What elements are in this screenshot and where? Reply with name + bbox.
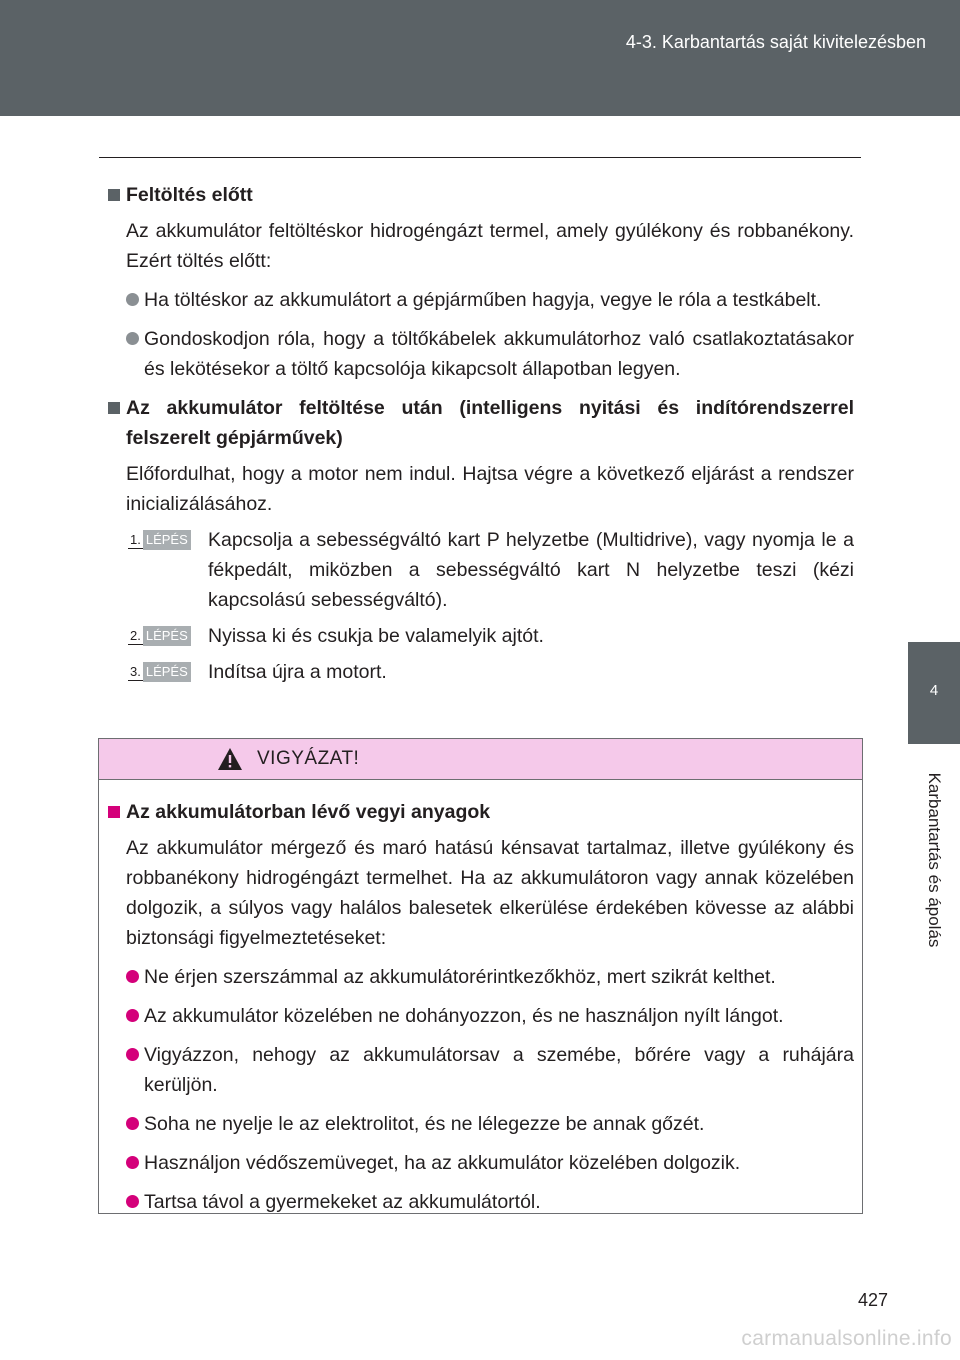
round-bullet-icon <box>126 332 139 345</box>
list-item: Vigyázzon, nehogy az akkumulátorsav a szemébe, bőrére vagy a ruhájára kerüljön. <box>108 1040 854 1100</box>
list-item: Ha töltéskor az akkumulátort a gépjárműben hagyja, vegye le róla a testkábelt. <box>108 285 854 315</box>
warning-intro: Az akkumulátor mérgező és maró hatású kénsavat tartalmaz, illetve gyúlékony és robbanékony hidrogéngázt termelhet. Ha az akkumulátoron vagy annak közelében dolgozik, a súlyos vagy halálos balesetek elkerülése érdekében kövesse az alábbi biztonsági figyelmeztetéseket: <box>126 837 854 949</box>
round-bullet-icon <box>126 1048 139 1061</box>
step-badge: 1. LÉPÉS <box>128 530 196 550</box>
chapter-title: 4-3. Karbantartás saját kivitelezésben <box>625 32 926 52</box>
list-item: Tartsa távol a gyermekeket az akkumulátortól. <box>108 1187 854 1217</box>
step-badge: 2. LÉPÉS <box>128 626 196 646</box>
square-bullet-icon <box>108 806 120 818</box>
step-item: 1. LÉPÉS Kapcsolja a sebességváltó kart P helyzetbe (Multidrive), vagy nyomja le a fékpedált, miközben a sebességváltó kart N helyzetbe teszi (kézi kapcsolású sebességváltó). <box>130 529 854 611</box>
chapter-side-label: Karbantartás és ápolás <box>925 772 944 948</box>
round-bullet-icon <box>126 1117 139 1130</box>
round-bullet-icon <box>126 970 139 983</box>
square-bullet-icon <box>108 189 120 201</box>
list-item: Gondoskodjon róla, hogy a töltőkábelek akkumulátorhoz való csatlakoztatásakor és lekötésekor a töltő kapcsolója kikapcsolt állapotban legyen. <box>108 324 854 384</box>
top-rule <box>99 157 861 158</box>
before-charging-intro: Az akkumulátor feltöltéskor hidrogéngázt termel, amely gyúlékony és robbanékony. Ezért töltés előtt: <box>126 220 854 272</box>
warning-body <box>108 797 854 1217</box>
warning-section-title: Az akkumulátorban lévő vegyi anyagok <box>108 797 854 827</box>
step-badge: 3. LÉPÉS <box>128 662 196 682</box>
section-title-before-charging: Feltöltés előtt <box>108 180 854 210</box>
page-number: 427 <box>857 1290 888 1310</box>
section-title-after-charging: Az akkumulátor feltöltése után (intelligens nyitási és indítórendszerrel felszerelt gépjárművek) <box>108 393 854 453</box>
main-content <box>108 180 854 687</box>
round-bullet-icon <box>126 1195 139 1208</box>
page-header <box>0 0 960 116</box>
square-bullet-icon <box>108 402 120 414</box>
list-item: Használjon védőszemüveget, ha az akkumulátor közelében dolgozik. <box>108 1148 854 1178</box>
list-item: Ne érjen szerszámmal az akkumulátorérintkezőkhöz, mert szikrát kelthet. <box>108 962 854 992</box>
list-item: Soha ne nyelje le az elektrolitot, és ne lélegezze be annak gőzét. <box>108 1109 854 1139</box>
round-bullet-icon <box>126 1156 139 1169</box>
round-bullet-icon <box>126 293 139 306</box>
step-item: 2. LÉPÉS Nyissa ki és csukja be valamelyik ajtót. <box>130 625 544 647</box>
chapter-number: 4 <box>929 682 939 699</box>
warning-box <box>98 738 863 1214</box>
round-bullet-icon <box>126 1009 139 1022</box>
step-item: 3. LÉPÉS Indítsa újra a motort. <box>130 661 387 683</box>
chapter-tab <box>908 642 960 744</box>
watermark: carmanualsonline.info <box>741 1327 952 1350</box>
warning-triangle-icon <box>217 747 243 771</box>
warning-header <box>99 739 862 780</box>
warning-label: VIGYÁZAT! <box>257 748 360 769</box>
after-charging-intro: Előfordulhat, hogy a motor nem indul. Hajtsa végre a következő eljárást a rendszer inicializálásához. <box>126 463 854 515</box>
list-item: Az akkumulátor közelében ne dohányozzon, és ne használjon nyílt lángot. <box>108 1001 854 1031</box>
